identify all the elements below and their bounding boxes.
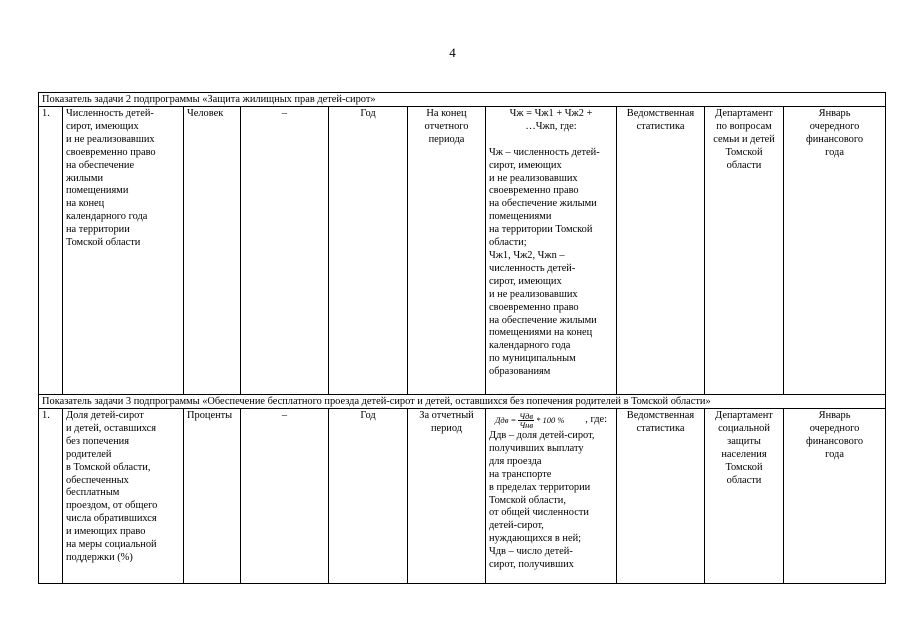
fraction — [518, 412, 534, 429]
fraction-numerator: Чдв — [519, 411, 534, 421]
data-source: Ведомственная статистика — [617, 107, 705, 395]
unit: Проценты — [184, 409, 241, 584]
periodicity: Год — [329, 409, 408, 584]
time-characteristic: На конец отчетного периода — [408, 107, 486, 395]
formula-multiplier: * 100 % — [536, 415, 565, 426]
deadline: Январь очередного финансового года — [784, 107, 886, 395]
section-header-task2: Показатель задачи 2 подпрограммы «Защита жилищных прав детей-сирот» — [39, 93, 886, 107]
page-number: 4 — [449, 45, 456, 60]
dash-cell: – — [241, 107, 329, 395]
formula-lhs: Ддв = — [495, 415, 517, 426]
table-row — [39, 409, 886, 584]
deadline: Январь очередного финансового года — [784, 409, 886, 584]
section-header-task3: Показатель задачи 3 подпрограммы «Обеспечение бесплатного проезда детей-сирот и детей, оставшихся без попечения родителей в Томской области» — [39, 395, 886, 409]
indicator-name: Доля детей-сирот и детей, оставшихся без попечения родителей в Томской области, обеспеченных бесплатным проездом, от общего числа обратившихся и имеющих право на меры социальной поддержки (%) — [63, 409, 184, 584]
responsible-body: Департамент по вопросам семьи и детей Томской области — [705, 107, 784, 395]
formula-cell — [486, 107, 617, 395]
time-characteristic: За отчетный период — [408, 409, 486, 584]
section-header-row — [39, 395, 886, 409]
formula-description: Чж – численность детей- сирот, имеющих и не реализовавших своевременно право на обеспечение жилыми помещениями на территории Томской области; Чж1, Чж2, Чжn – численность детей- сирот, имеющих и не реализовавших своевременно право на обеспечение жилыми помещениями на конец календарного года по муниципальным образованиям — [489, 146, 600, 378]
responsible-body: Департамент социальной защиты населения Томской области — [705, 409, 784, 584]
formula-where: , где: — [585, 414, 607, 426]
row-number: 1. — [39, 107, 63, 395]
data-source: Ведомственная статистика — [617, 409, 705, 584]
dash-cell: – — [241, 409, 329, 584]
unit: Человек — [184, 107, 241, 395]
indicator-name: Численность детей- сирот, имеющих и не реализовавших своевременно право на обеспечение жилыми помещениями на конец календарного года на территории Томской области — [63, 107, 184, 395]
row-number: 1. — [39, 409, 63, 584]
periodicity: Год — [329, 107, 408, 395]
section-header-row — [39, 93, 886, 107]
formula-description: Ддв – доля детей-сирот, получивших выплату для проезда на транспорте в пределах территории Томской области, от общей численности детей-сирот, нуждающихся в ней; Чдв – число детей- сирот, получивших — [489, 430, 595, 571]
formula — [489, 410, 613, 430]
formula-fraction — [495, 412, 564, 429]
table-row — [39, 107, 886, 395]
formula: Чж = Чж1 + Чж2 + …Чжn, где: — [509, 108, 593, 132]
formula-cell — [486, 409, 617, 584]
fraction-denominator: Чнв — [519, 420, 534, 430]
indicators-table — [38, 92, 886, 584]
